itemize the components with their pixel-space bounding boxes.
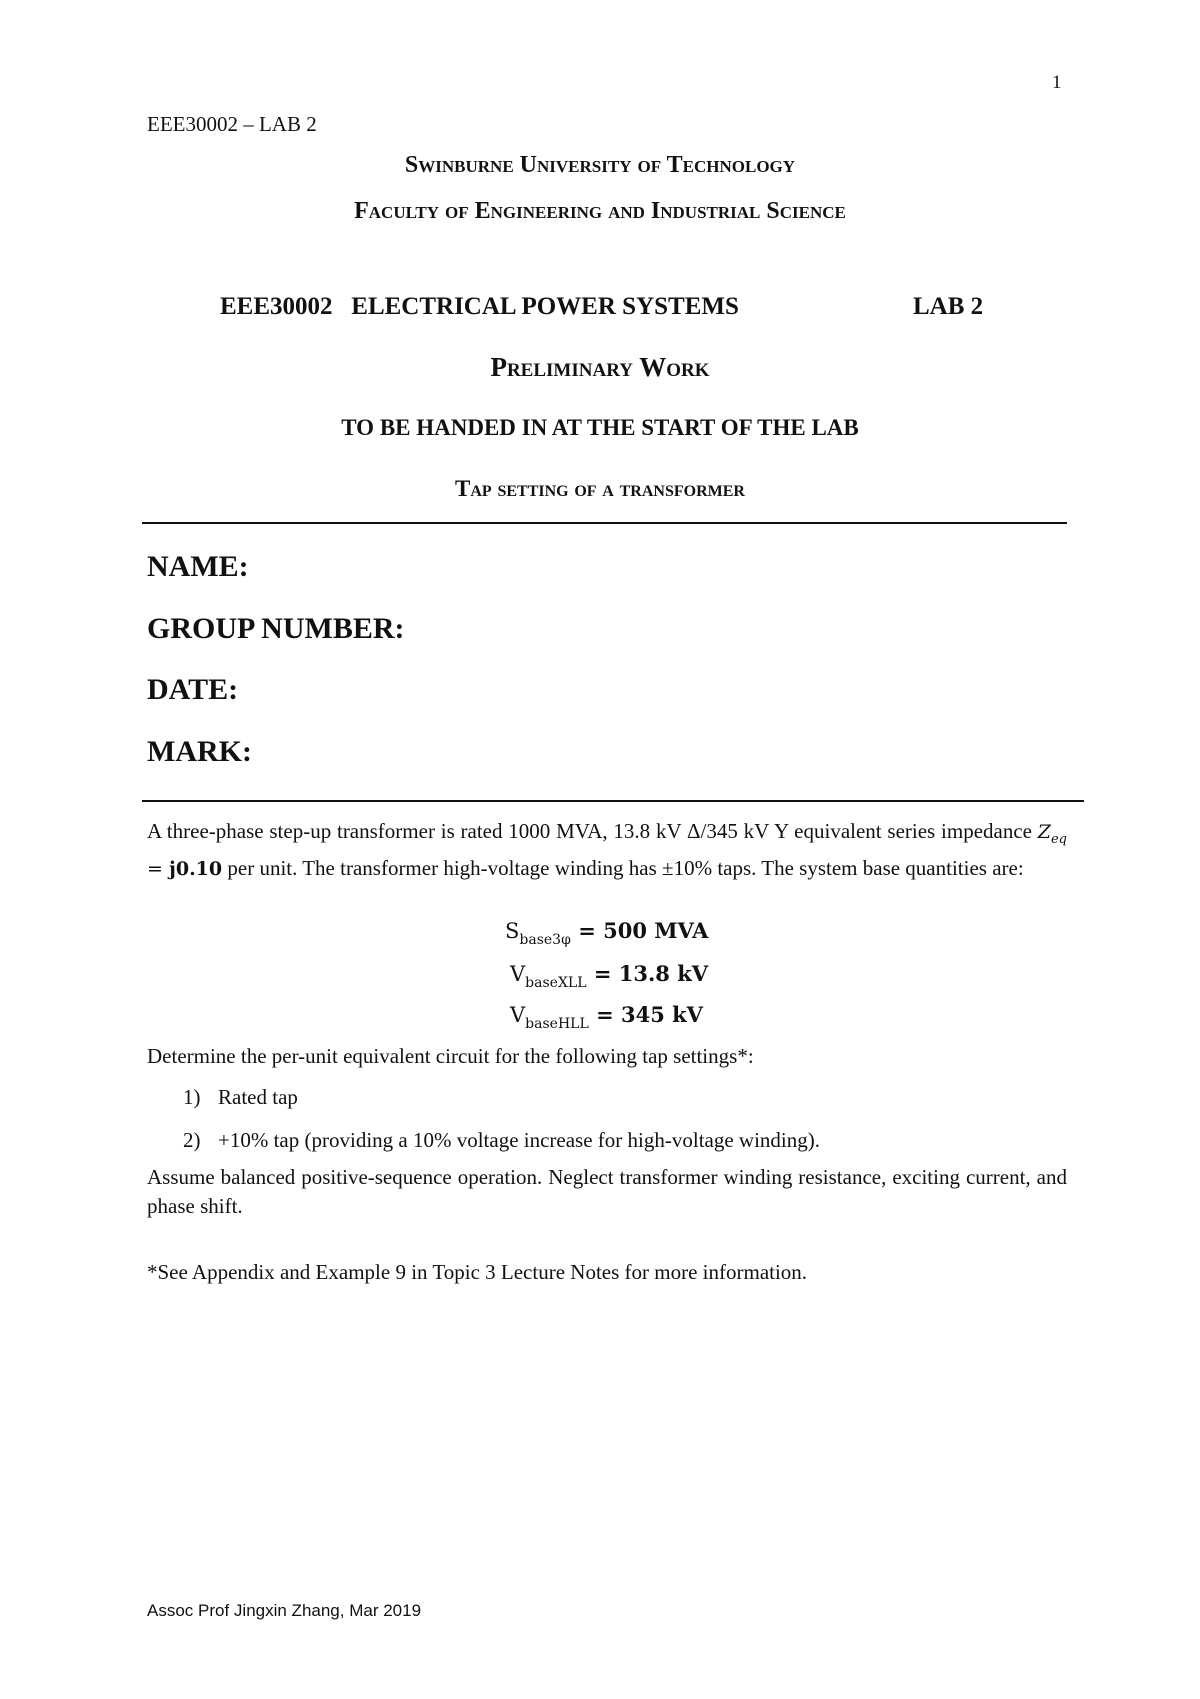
preliminary-heading: Preliminary Work (490, 352, 710, 382)
lab-topic: Tap setting of a transformer (455, 476, 745, 501)
eq3-subscript: baseHLL (525, 1016, 589, 1032)
task-instruction: Determine the per-unit equivalent circuit for the following tap settings*: (147, 1044, 754, 1068)
list-item-number: 2) (183, 1128, 201, 1152)
equation-sbase (505, 918, 708, 948)
divider-top (142, 522, 1067, 524)
list-item (183, 1085, 298, 1110)
eq2-variable: V (510, 962, 526, 986)
handin-notice: TO BE HANDED IN AT THE START OF THE LAB (341, 415, 859, 440)
lab-label: LAB 2 (913, 293, 984, 320)
course-title: EEE30002 ELECTRICAL POWER SYSTEMS (220, 293, 739, 320)
eq1-value: = 500 MVA (570, 918, 709, 943)
zeq-symbol: Z (1037, 821, 1051, 843)
faculty-name: Faculty of Engineering and Industrial Science (354, 198, 846, 224)
eq1-variable: S (505, 919, 520, 943)
assumptions-paragraph: Assume balanced positive-sequence operation. Neglect transformer winding resistance, exciting current, and phase shift. (147, 1165, 1067, 1218)
zeq-value: j0.10 (168, 858, 223, 881)
eq2-subscript: baseXLL (525, 975, 587, 991)
zeq-equals: = (147, 858, 169, 881)
equation-vbase-x (510, 961, 708, 991)
problem-text-a: A three-phase step-up transformer is rated 1000 MVA, 13.8 kV Δ/345 kV Y equivalent series impedance (147, 819, 1038, 843)
eq2-value: = 13.8 kV (586, 961, 709, 986)
equation-vbase-h (510, 1002, 703, 1032)
divider-bottom (142, 800, 1084, 802)
page-number: 1 (1052, 72, 1062, 93)
reference-note: *See Appendix and Example 9 in Topic 3 Lecture Notes for more information. (147, 1260, 808, 1284)
university-name: Swinburne University of Technology (404, 152, 796, 178)
eq1-subscript: base3φ (519, 932, 571, 948)
list-item-text: Rated tap (218, 1085, 298, 1109)
zeq-subscript: eq (1050, 832, 1067, 848)
mark-field-label: MARK: (147, 735, 252, 768)
running-header: EEE30002 – LAB 2 (147, 112, 317, 136)
list-item-text: +10% tap (providing a 10% voltage increase for high-voltage winding). (218, 1128, 821, 1152)
list-item (183, 1128, 820, 1153)
problem-statement (147, 817, 1067, 884)
problem-text-b: per unit. The transformer high-voltage winding has ±10% taps. The system base quantities are: (222, 856, 1024, 881)
eq3-value: = 345 kV (588, 1002, 703, 1027)
group-number-field-label: GROUP NUMBER: (147, 612, 405, 645)
footer-author: Assoc Prof Jingxin Zhang, Mar 2019 (147, 1601, 422, 1620)
name-field-label: NAME: (147, 550, 249, 583)
eq3-variable: V (510, 1003, 526, 1027)
date-field-label: DATE: (147, 673, 239, 706)
list-item-number: 1) (183, 1085, 201, 1109)
